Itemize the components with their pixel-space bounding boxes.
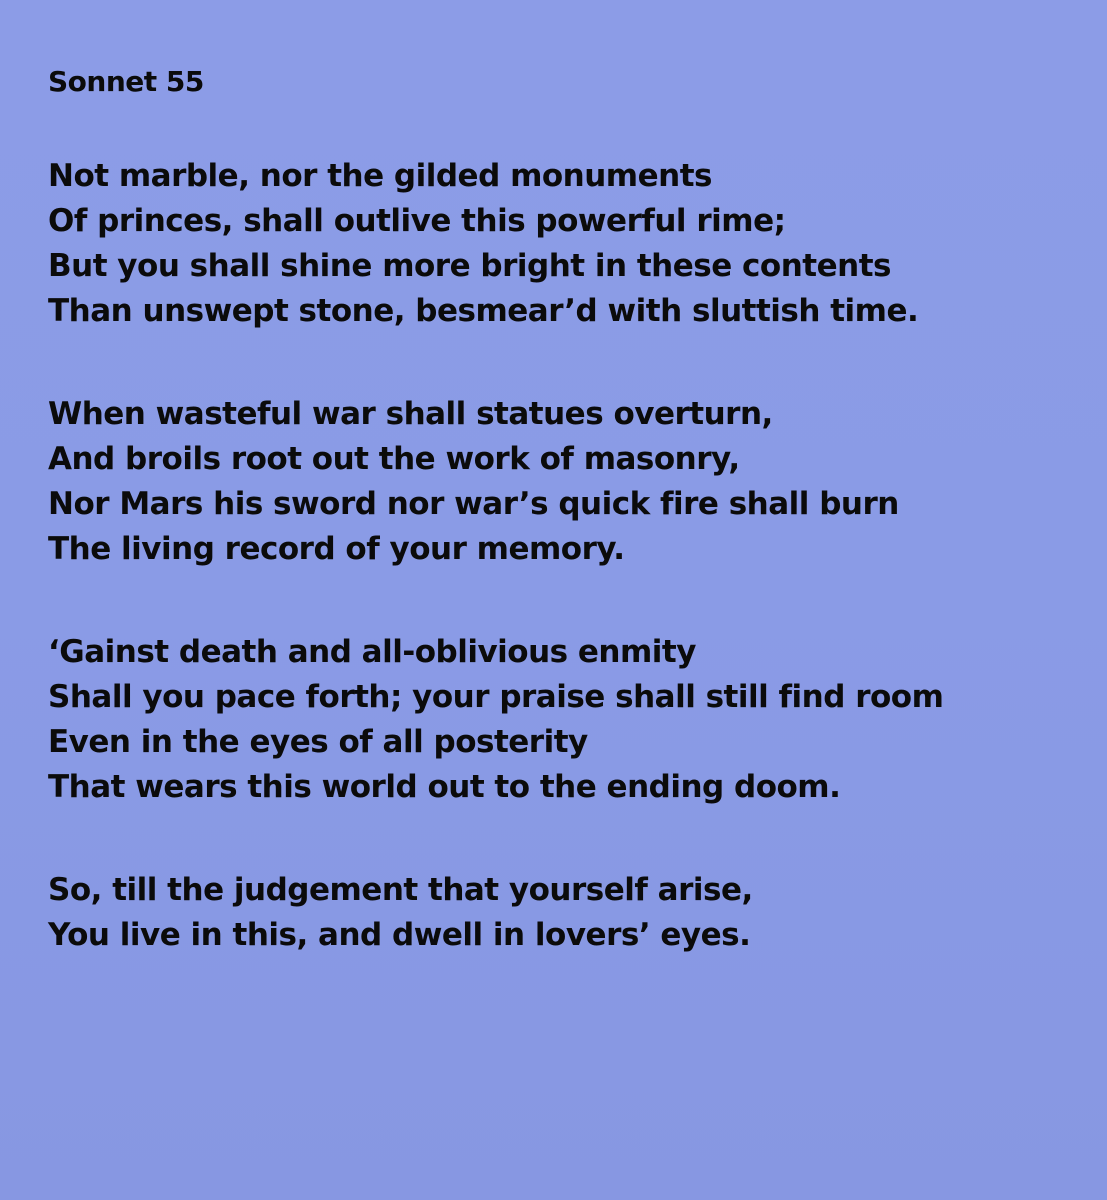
stanza-1 [48,154,1088,334]
poem-line: Nor Mars his sword nor war’s quick fire shall burn [48,486,899,522]
poem-line: Even in the eyes of all posterity [48,724,588,760]
poem-line: ‘Gainst death and all-oblivious enmity [48,634,696,670]
poem-line: Not marble, nor the gilded monuments [48,158,712,194]
poem-line: But you shall shine more bright in these contents [48,248,891,284]
stanza-3 [48,630,1088,810]
poem-title: Sonnet 55 [48,65,204,98]
poem-line: The living record of your memory. [48,531,625,567]
poem-line: Of princes, shall outlive this powerful rime; [48,203,786,239]
poem-line: That wears this world out to the ending doom. [48,769,841,805]
poem-line: When wasteful war shall statues overturn, [48,396,773,432]
poem-line: Shall you pace forth; your praise shall still find room [48,679,944,715]
poem-text-block [48,58,1088,1016]
poem-line: Than unswept stone, besmear’d with sluttish time. [48,293,919,329]
poem-line: You live in this, and dwell in lovers’ eyes. [48,917,751,953]
stanza-4 [48,868,1088,958]
stanza-2 [48,392,1088,572]
poem-line: And broils root out the work of masonry, [48,441,740,477]
poem-line: So, till the judgement that yourself arise, [48,872,753,908]
